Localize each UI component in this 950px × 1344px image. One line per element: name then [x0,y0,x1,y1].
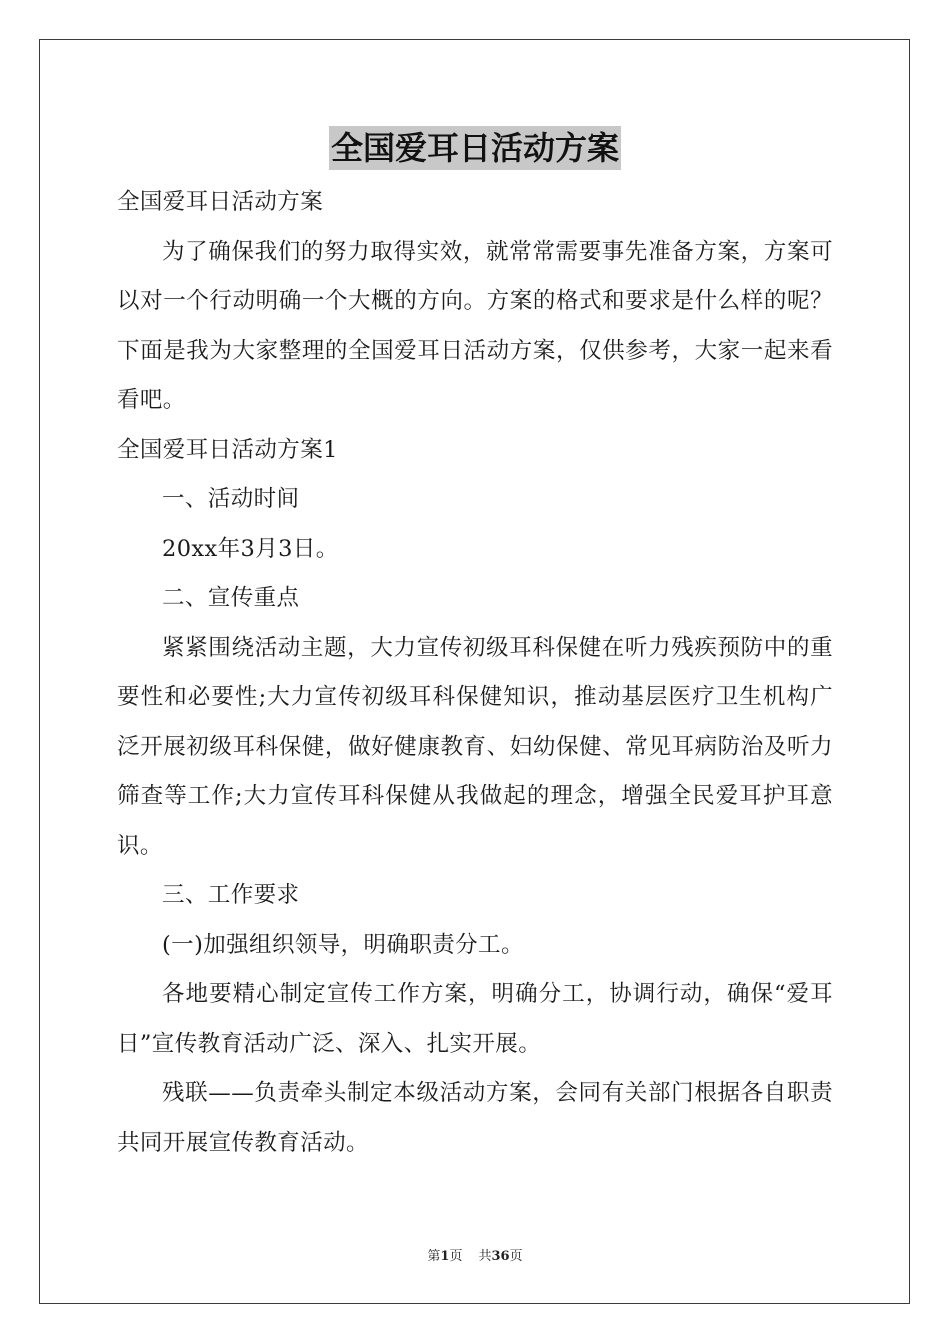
paragraph: 为了确保我们的努力取得实效，就常常需要事先准备方案，方案可以对一个行动明确一个大概的方向。方案的格式和要求是什么样的呢？下面是我为大家整理的全国爱耳日活动方案，仅供参考，大家一起来看看吧。 [117,238,833,413]
page-suffix: 页 [449,1249,463,1264]
total-pages: 36 [491,1249,510,1264]
document-title: 全国爱耳日活动方案 [329,126,621,170]
paragraph: 全国爱耳日活动方案 [117,189,324,215]
paragraph: 20xx年3月3日。 [162,535,339,562]
page-prefix: 第 [427,1249,441,1264]
paragraph: (一)加强组织领导，明确职责分工。 [162,931,524,958]
page-number: 1 [440,1249,450,1264]
total-prefix: 共 [478,1249,492,1264]
document-body [117,178,833,1168]
total-suffix: 页 [509,1249,523,1264]
page-footer [0,1245,950,1264]
title-container [0,126,950,170]
paragraph: 各地要精心制定宣传工作方案，明确分工，协调行动，确保“爱耳日”宣传教育活动广泛、深入、扎实开展。 [117,981,833,1057]
paragraph: 三、工作要求 [162,882,300,908]
paragraph: 二、宣传重点 [162,585,300,611]
paragraph: 残联——负责牵头制定本级活动方案，会同有关部门根据各自职责共同开展宣传教育活动。 [117,1080,833,1156]
paragraph: 全国爱耳日活动方案1 [117,436,338,463]
paragraph: 一、活动时间 [162,486,300,512]
paragraph: 紧紧围绕活动主题，大力宣传初级耳科保健在听力残疾预防中的重要性和必要性;大力宣传初级耳科保健知识，推动基层医疗卫生机构广泛开展初级耳科保健，做好健康教育、妇幼保健、常见耳病防治及听力筛查等工作;大力宣传耳科保健从我做起的理念，增强全民爱耳护耳意识。 [117,634,833,859]
